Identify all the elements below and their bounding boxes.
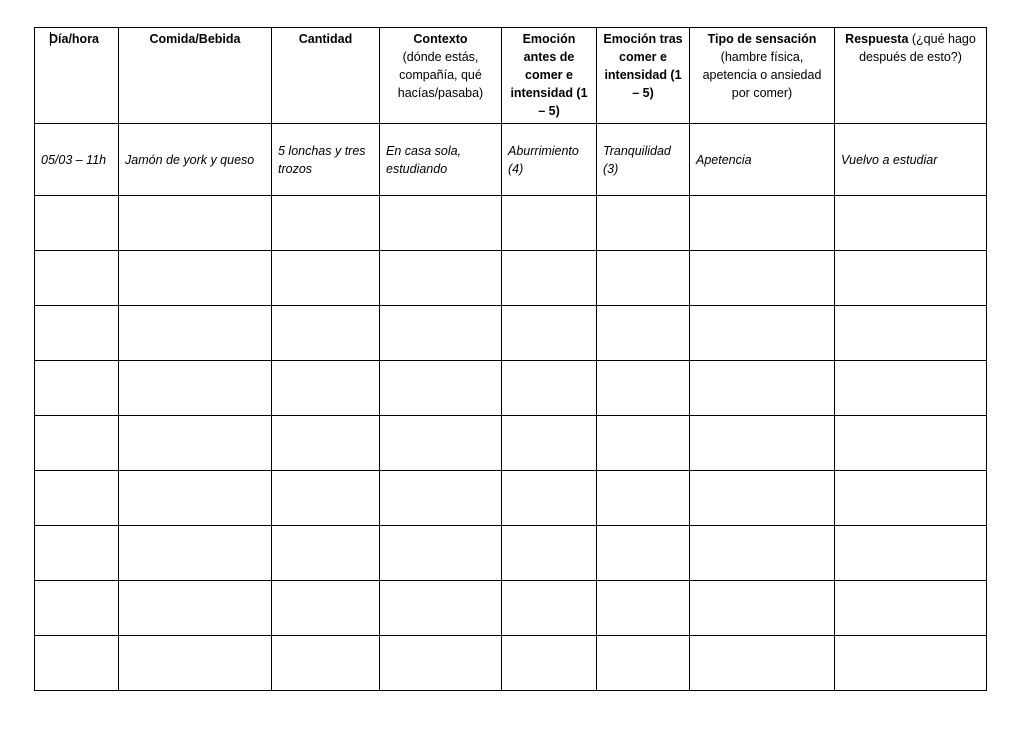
- header-tipo-sensacion-title: Tipo de sensación: [707, 32, 817, 46]
- table-row-example: [35, 124, 987, 196]
- empty-cell[interactable]: [380, 361, 502, 416]
- empty-cell[interactable]: [119, 361, 272, 416]
- cell-respuesta[interactable]: Vuelvo a estudiar: [835, 124, 987, 196]
- empty-cell[interactable]: [502, 526, 597, 581]
- empty-cell[interactable]: [835, 251, 987, 306]
- cell-cantidad[interactable]: 5 lonchas y tres trozos: [272, 124, 380, 196]
- empty-cell[interactable]: [272, 526, 380, 581]
- empty-cell[interactable]: [35, 306, 119, 361]
- header-emocion-tras[interactable]: [597, 28, 690, 124]
- table-row: [35, 416, 987, 471]
- empty-cell[interactable]: [597, 306, 690, 361]
- empty-cell[interactable]: [835, 361, 987, 416]
- empty-cell[interactable]: [35, 471, 119, 526]
- empty-cell[interactable]: [597, 526, 690, 581]
- empty-cell[interactable]: [502, 361, 597, 416]
- table-row: [35, 581, 987, 636]
- empty-cell[interactable]: [272, 306, 380, 361]
- empty-cell[interactable]: [380, 251, 502, 306]
- empty-cell[interactable]: [597, 471, 690, 526]
- header-contexto-subtitle: (dónde estás, compañía, qué hacías/pasaba): [397, 50, 484, 100]
- header-respuesta[interactable]: [835, 28, 987, 124]
- cell-comida-bebida[interactable]: Jamón de york y queso: [119, 124, 272, 196]
- empty-cell[interactable]: [119, 471, 272, 526]
- empty-cell[interactable]: [597, 196, 690, 251]
- empty-cell[interactable]: [380, 526, 502, 581]
- empty-cell[interactable]: [835, 196, 987, 251]
- empty-cell[interactable]: [380, 636, 502, 691]
- empty-cell[interactable]: [119, 581, 272, 636]
- cell-dia-hora[interactable]: 05/03 – 11h: [35, 124, 119, 196]
- header-tipo-sensacion-subtitle: (hambre física, apetencia o ansiedad por comer): [702, 50, 822, 100]
- empty-cell[interactable]: [502, 416, 597, 471]
- cell-emocion-tras[interactable]: Tranquilidad (3): [597, 124, 690, 196]
- empty-cell[interactable]: [35, 196, 119, 251]
- empty-cell[interactable]: [502, 636, 597, 691]
- cell-contexto[interactable]: En casa sola, estudiando: [380, 124, 502, 196]
- empty-cell[interactable]: [597, 251, 690, 306]
- empty-cell[interactable]: [597, 361, 690, 416]
- empty-cell[interactable]: [35, 251, 119, 306]
- empty-cell[interactable]: [272, 471, 380, 526]
- empty-cell[interactable]: [835, 636, 987, 691]
- empty-cell[interactable]: [597, 581, 690, 636]
- table-row: [35, 361, 987, 416]
- empty-cell[interactable]: [690, 526, 835, 581]
- header-tipo-sensacion[interactable]: [690, 28, 835, 124]
- table-row: [35, 196, 987, 251]
- food-emotion-log-table: [34, 27, 987, 691]
- empty-cell[interactable]: [35, 636, 119, 691]
- empty-cell[interactable]: [597, 416, 690, 471]
- table-row: [35, 471, 987, 526]
- header-emocion-antes-title: Emoción antes de comer e intensidad (1 – 5): [510, 32, 588, 118]
- header-cantidad-title: Cantidad: [298, 32, 353, 46]
- empty-cell[interactable]: [119, 306, 272, 361]
- empty-cell[interactable]: [35, 526, 119, 581]
- header-row: [35, 28, 987, 124]
- empty-cell[interactable]: [380, 306, 502, 361]
- cell-tipo-sensacion[interactable]: Apetencia: [690, 124, 835, 196]
- empty-cell[interactable]: [690, 361, 835, 416]
- header-emocion-tras-title: Emoción tras comer e intensidad (1 – 5): [603, 32, 683, 100]
- empty-cell[interactable]: [380, 581, 502, 636]
- empty-cell[interactable]: [835, 581, 987, 636]
- table-row: [35, 306, 987, 361]
- empty-cell[interactable]: [835, 471, 987, 526]
- empty-cell[interactable]: [380, 416, 502, 471]
- empty-cell[interactable]: [380, 196, 502, 251]
- empty-cell[interactable]: [119, 416, 272, 471]
- empty-cell[interactable]: [502, 306, 597, 361]
- empty-cell[interactable]: [119, 196, 272, 251]
- empty-cell[interactable]: [835, 306, 987, 361]
- header-respuesta-title: Respuesta: [845, 32, 909, 46]
- empty-cell[interactable]: [690, 196, 835, 251]
- empty-cell[interactable]: [835, 416, 987, 471]
- empty-cell[interactable]: [690, 471, 835, 526]
- empty-cell[interactable]: [35, 581, 119, 636]
- cell-emocion-antes[interactable]: Aburrimiento (4): [502, 124, 597, 196]
- empty-cell[interactable]: [690, 306, 835, 361]
- empty-cell[interactable]: [35, 416, 119, 471]
- header-contexto[interactable]: [380, 28, 502, 124]
- header-respuesta-subtitle: (¿qué hago después de esto?): [859, 32, 976, 64]
- header-comida-bebida-title: Comida/Bebida: [149, 32, 241, 46]
- empty-cell[interactable]: [272, 361, 380, 416]
- empty-cell[interactable]: [380, 471, 502, 526]
- header-comida-bebida[interactable]: [119, 28, 272, 124]
- empty-cell[interactable]: [272, 251, 380, 306]
- empty-cell[interactable]: [272, 581, 380, 636]
- empty-cell[interactable]: [119, 251, 272, 306]
- empty-cell[interactable]: [272, 196, 380, 251]
- empty-cell[interactable]: [502, 251, 597, 306]
- empty-cell[interactable]: [690, 581, 835, 636]
- empty-cell[interactable]: [690, 416, 835, 471]
- empty-cell[interactable]: [119, 636, 272, 691]
- header-dia-hora-title: Día/hora: [49, 32, 100, 46]
- empty-cell[interactable]: [502, 581, 597, 636]
- empty-cell[interactable]: [690, 636, 835, 691]
- header-contexto-title: Contexto: [413, 32, 468, 46]
- table-row: [35, 636, 987, 691]
- header-cantidad[interactable]: [272, 28, 380, 124]
- empty-cell[interactable]: [119, 526, 272, 581]
- header-emocion-antes[interactable]: [502, 28, 597, 124]
- table-row: [35, 251, 987, 306]
- empty-cell[interactable]: [502, 471, 597, 526]
- empty-cell[interactable]: [835, 526, 987, 581]
- empty-cell[interactable]: [597, 636, 690, 691]
- empty-cell[interactable]: [690, 251, 835, 306]
- empty-cell[interactable]: [272, 416, 380, 471]
- empty-cell[interactable]: [502, 196, 597, 251]
- empty-cell[interactable]: [272, 636, 380, 691]
- empty-cell[interactable]: [35, 361, 119, 416]
- table-row: [35, 526, 987, 581]
- header-dia-hora[interactable]: [35, 28, 119, 124]
